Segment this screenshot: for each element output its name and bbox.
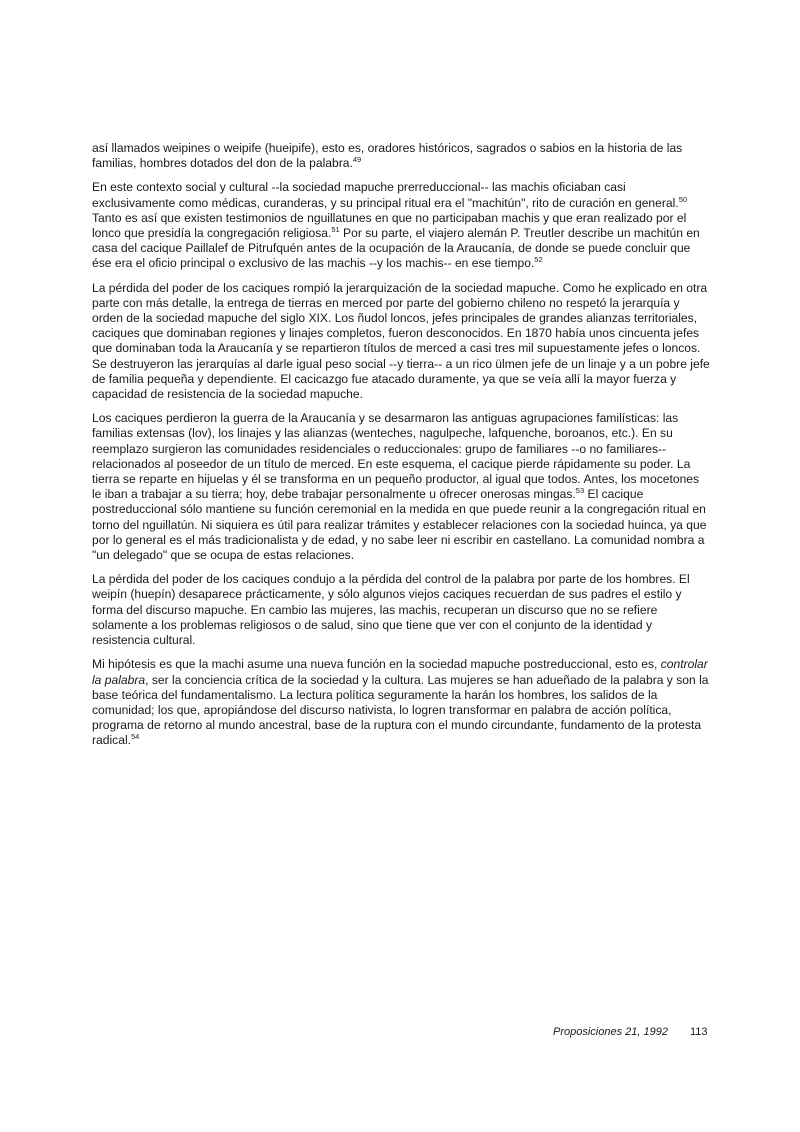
body-paragraph (92, 572, 710, 648)
body-paragraph (92, 180, 710, 271)
body-paragraph (92, 657, 710, 748)
text-run: El cacique postreduccional sólo mantiene su función ceremonial en la medida en que puede reunir a la congregación ritual en torno del nguillatún. Ni siquiera es útil para realizar trámites y establecer relaciones con la sociedad huinca, ya que por lo general es el más tradicionalista y de edad, y no sabe leer ni escribir en castellano. La comunidad nombra a "un delegado" que se ocupa de estas relaciones. (92, 487, 707, 563)
footnote-marker: 49 (352, 155, 362, 165)
document-body (92, 141, 710, 758)
text-run: Tanto es así que existen testimonios de nguillatunes en que no participaban machis y que eran realizado por el lonco que presidía la congregación religiosa. (92, 210, 687, 241)
text-run: Mi hipótesis es que la machi asume una nueva función en la sociedad mapuche postreduccional, esto es, (92, 657, 661, 672)
emphasized-text: controlar la palabra (92, 657, 708, 687)
body-paragraph (92, 141, 710, 171)
text-run: En este contexto social y cultural --la sociedad mapuche prerreduccional-- las machis oficiaban casi exclusivamente como médicas, curanderas, y su principal ritual era el "machitún", rito de curación en general. (92, 180, 679, 210)
body-paragraph (92, 281, 710, 403)
text-run: La pérdida del poder de los caciques rompió la jerarquización de la sociedad mapuche. Como he explicado en otra parte con más detalle, la entrega de tierras en merced por parte del gobierno chileno no respetó la jerarquía y orden de la sociedad mapuche del siglo XIX. Los ñudol loncos, jefes principales de grandes alianzas territoriales, caciques que dominaban regiones y linajes completos, fueron desconocidos. En 1870 había unos cincuenta jefes que dominaban toda la Araucanía y se repartieron títulos de merced a casi tres mil supuestamente jefes o loncos. Se destruyeron las jerarquías al darle igual peso social --y tierra-- a un rico ülmen jefe de un linaje y a un pobre jefe de familia pequeña y dependiente. El cacicazgo fue atacado duramente, ya que se veía allí la mayor fuerza y capacidad de resistencia de la sociedad mapuche. (92, 280, 710, 402)
footnote-marker: 50 (678, 194, 688, 204)
text-run: así llamados weipines o weipife (hueipife), esto es, oradores históricos, sagrados o sabios en la historia de las familias, hombres dotados del don de la palabra. (92, 141, 683, 171)
text-run: La pérdida del poder de los caciques condujo a la pérdida del control de la palabra por parte de los hombres. El weipín (huepín) desaparece prácticamente, y sólo algunos viejos caciques recuerdan de sus padres el estilo y forma del discurso mapuche. En cambio las mujeres, las machis, recuperan un discurso que no se refiere solamente a los problemas religiosos o de salud, sino que tiene que ver con el conjunto de la identidad y resistencia cultural. (92, 572, 690, 648)
journal-citation: Proposiciones 21, 1992 (553, 1026, 668, 1038)
page-number: 113 (690, 1026, 708, 1038)
footnote-marker: 54 (131, 732, 140, 742)
footnote-marker: 51 (331, 224, 340, 234)
body-paragraph (92, 411, 710, 563)
text-run: , ser la conciencia crítica de la sociedad y la cultura. Las mujeres se han adueñado de la palabra y son la base teórica del fundamentalismo. La lectura política seguramente la harán los hombres, los salidos de la comunidad; los que, apropiándose del discurso nativista, lo logren transformar en palabra de acción política, programa de retorno al mundo ancestral, base de la ruptura con el mundo circundante, fundamento de la protesta radical. (92, 672, 709, 748)
footnote-marker: 53 (575, 486, 585, 496)
text-run: Por su parte, el viajero alemán P. Treutler describe un machitún en casa del cacique Paillalef de Pitrufquén antes de la ocupación de la Araucanía, de donde se puede concluir que ése era el oficio principal o exclusivo de las machis --y los machis-- en ese tiempo. (92, 226, 700, 271)
footnote-marker: 52 (534, 255, 543, 265)
text-run: Los caciques perdieron la guerra de la Araucanía y se desarmaron las antiguas agrupaciones familísticas: las familias extensas (lov), los linajes y las alianzas (wenteches, nagulpeche, lafquenche, boroanos, etc.). En su reemplazo surgieron las comunidades residenciales o reduccionales: grupo de familiares --o no familiares-- relacionados al poseedor de un título de merced. En este esquema, el cacique pierde rápidamente su poder. La tierra se reparte en hijuelas y él se transforma en un pequeño productor, al igual que todos. Antes, los mocetones le iban a trabajar a su tierra; hoy, debe trabajar personalmente u ofrecer onerosas mingas. (92, 411, 700, 502)
